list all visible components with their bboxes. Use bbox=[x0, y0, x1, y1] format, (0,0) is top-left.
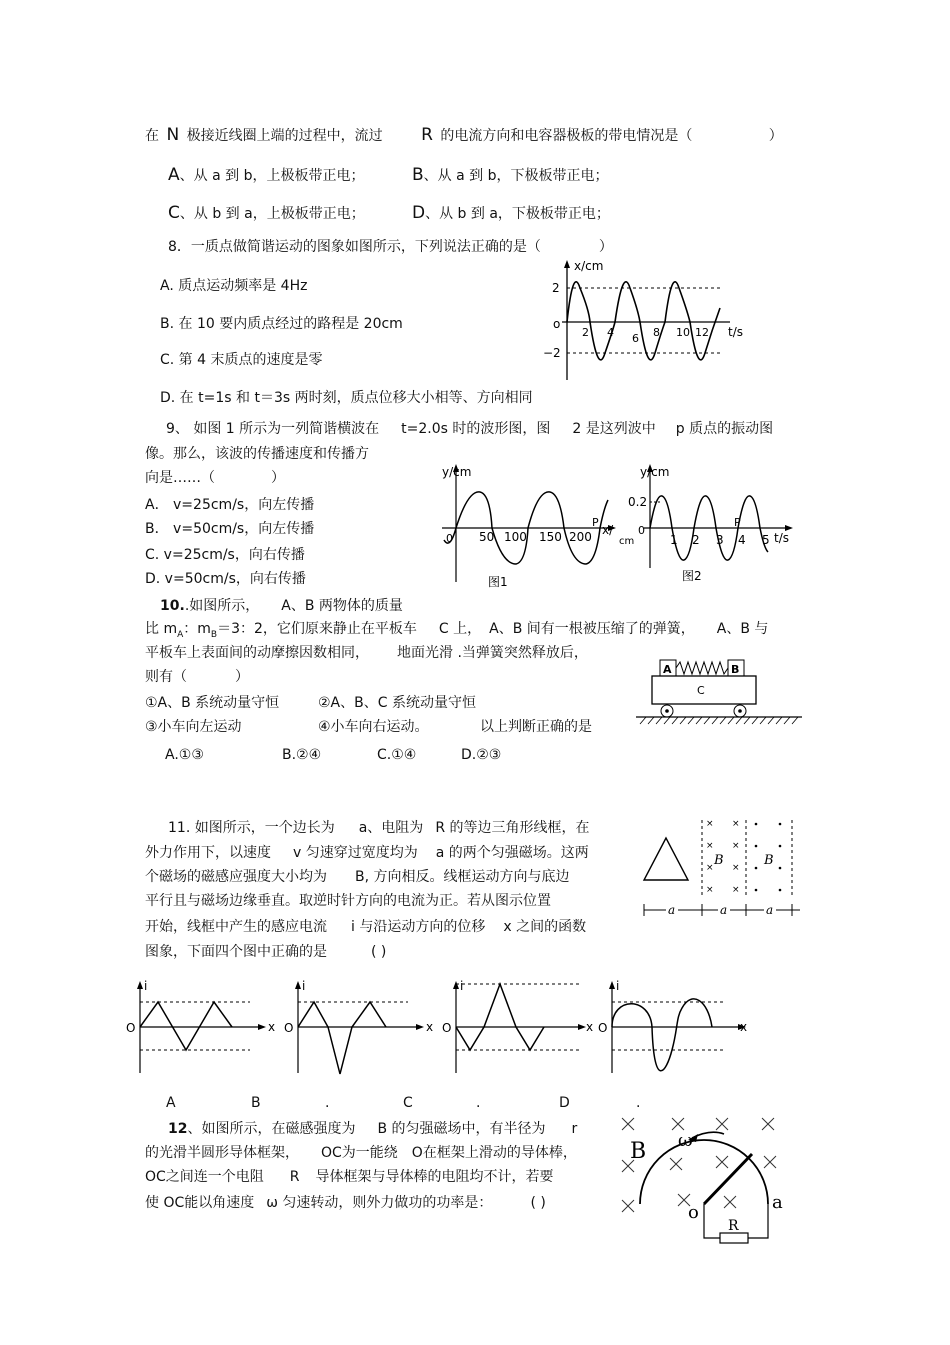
x-label: x bbox=[586, 1020, 594, 1034]
q9-option-c: C. v=25cm/s，向右传播 bbox=[145, 547, 305, 563]
field-b-label: B bbox=[764, 853, 774, 868]
x-tick: 50 bbox=[479, 530, 495, 544]
q10-option-c: C.①④ bbox=[377, 747, 417, 763]
text-part: OC之间连一个电阻 bbox=[145, 1169, 264, 1185]
q11-label-c: C bbox=[403, 1095, 413, 1111]
q7-stem-part: 极接近线圈上端的过程中，流过 bbox=[186, 128, 383, 144]
x-tick: 4 bbox=[738, 533, 746, 547]
q8-option-d: D. 在 t=1s 和 t＝3s 两时刻，质点位移大小相等、方向相同 bbox=[160, 390, 533, 406]
q10-line4 bbox=[145, 668, 249, 686]
y-arrow bbox=[609, 981, 615, 989]
axle-right bbox=[738, 709, 742, 713]
x-tick: 100 bbox=[504, 530, 527, 544]
question-number: 12 bbox=[168, 1121, 188, 1137]
q8-option-b: B. 在 10 要内质点经过的路程是 20cm bbox=[160, 316, 403, 332]
field-b-label: B bbox=[630, 1139, 647, 1164]
option-letter: B bbox=[412, 165, 424, 185]
y-arrow bbox=[295, 981, 301, 989]
x-label: t/s bbox=[774, 531, 789, 545]
q12-line4 bbox=[145, 1194, 546, 1212]
q11-field-figure bbox=[640, 818, 810, 923]
svg-text:×: × bbox=[706, 863, 714, 873]
semicircle-frame bbox=[640, 1140, 768, 1204]
x-tick: 200 bbox=[569, 530, 592, 544]
text-part: p 质点的振动图 bbox=[675, 421, 774, 437]
q10-statement-1: ①A、B 系统动量守恒 bbox=[145, 695, 280, 711]
q10-statement-4: ④小车向右运动。 bbox=[318, 719, 429, 735]
q9-line2: 像。那么，该波的传播速度和传播方 bbox=[145, 446, 369, 462]
svg-text:×: × bbox=[732, 885, 740, 895]
q11-line5 bbox=[145, 918, 586, 936]
text-part: ( ) bbox=[530, 1195, 546, 1211]
svg-text:×: × bbox=[706, 819, 714, 829]
origin-label: o bbox=[553, 317, 561, 331]
q11-graph-c bbox=[440, 978, 594, 1078]
q11-label-dot: . bbox=[476, 1095, 481, 1111]
option-text: 、从 a 到 b，下极板带正电； bbox=[423, 168, 609, 184]
q11-label-a: A bbox=[166, 1095, 176, 1111]
text-part: x 之间的函数 bbox=[503, 919, 587, 935]
q9-figure-1 bbox=[432, 460, 635, 590]
point-p-label: P bbox=[734, 516, 741, 529]
field-crosses bbox=[622, 1118, 776, 1212]
origin-label: O bbox=[442, 1021, 452, 1035]
x-label: x bbox=[426, 1020, 434, 1034]
point-p-label: P bbox=[592, 516, 599, 529]
q10-line2 bbox=[145, 620, 768, 644]
wave-curve bbox=[567, 282, 720, 360]
text-part: 个磁场的磁感应强度大小均为 bbox=[145, 869, 327, 885]
ground-hatch bbox=[640, 717, 798, 724]
block-b-label: B bbox=[731, 663, 740, 676]
q10-line3 bbox=[145, 644, 588, 662]
option-text: 、从 b 到 a，下极板带正电； bbox=[425, 206, 610, 222]
q12-line3 bbox=[145, 1168, 554, 1186]
q9-option-a: A． v=25cm/s，向左传播 bbox=[145, 497, 315, 513]
option-letter: A bbox=[168, 165, 180, 185]
question-number: 10. bbox=[160, 598, 185, 614]
text-part: .如图所示， bbox=[184, 598, 260, 614]
svg-text:×: × bbox=[732, 863, 740, 873]
figure-caption: 图1 bbox=[488, 575, 508, 589]
dimension-a-label: a bbox=[766, 903, 774, 917]
q10-option-a: A.①③ bbox=[165, 747, 204, 763]
current-curve bbox=[140, 1002, 232, 1050]
q11-label-b: B bbox=[251, 1095, 261, 1111]
q11-line6 bbox=[145, 943, 386, 961]
q9-line3 bbox=[145, 469, 285, 487]
x-tick: 6 bbox=[632, 332, 639, 345]
x-tick: 4 bbox=[607, 326, 614, 339]
text-part: 9、 如图 1 所示为一列简谐横波在 bbox=[166, 421, 380, 437]
q7-option-a bbox=[168, 166, 364, 185]
text-part: 图象，下面四个图中正确的是 bbox=[145, 944, 327, 960]
text-part: R 的等边三角形线框，在 bbox=[435, 820, 590, 836]
text-part: A、B 间有一根被压缩了的弹簧， bbox=[489, 621, 695, 637]
text-part: r bbox=[571, 1121, 578, 1137]
text-part: 2 是这列波中 bbox=[572, 421, 656, 437]
y-label: i bbox=[302, 979, 306, 993]
text-part: 向是……（ bbox=[145, 470, 215, 486]
option-letter: D bbox=[412, 203, 426, 223]
dimension-a-label: a bbox=[720, 903, 728, 917]
q11-graph-a bbox=[124, 978, 276, 1078]
q11-line4: 平行且与磁场边缘垂直。取逆时针方向的电流为正。若从图示位置 bbox=[145, 893, 551, 909]
q10-statement-2: ②A、B、C 系统动量守恒 bbox=[318, 695, 476, 711]
option-text: 、从 b 到 a，上极板带正电； bbox=[179, 206, 365, 222]
y-label: y/cm bbox=[640, 465, 670, 479]
text-part: 地面光滑 .当弹簧突然释放后， bbox=[397, 645, 588, 661]
x-label: x bbox=[268, 1020, 276, 1034]
x-label: x/ bbox=[602, 523, 614, 537]
resistor-r bbox=[720, 1233, 748, 1243]
text-part: ω 匀速转动，则外力做功的功率是： bbox=[266, 1195, 493, 1211]
y-tick: 0.2 bbox=[628, 495, 648, 509]
q11-graph-d bbox=[596, 978, 756, 1078]
q9-option-b: B． v=50cm/s，向左传播 bbox=[145, 521, 315, 537]
text-part: i 与沿运动方向的位移 bbox=[351, 919, 486, 935]
text-part: 的光滑半圆形导体框架， bbox=[145, 1145, 299, 1161]
x-tick: 8 bbox=[653, 326, 660, 339]
q11-label-d: D bbox=[559, 1095, 570, 1111]
q11-graph-b bbox=[282, 978, 434, 1078]
dimension-a-label: a bbox=[668, 903, 676, 917]
q11-line1 bbox=[168, 819, 590, 837]
q12-line2 bbox=[145, 1144, 577, 1162]
current-curve bbox=[612, 999, 712, 1071]
origin-label: 0 bbox=[446, 532, 453, 545]
spring bbox=[676, 662, 728, 674]
x-tick: 150 bbox=[539, 530, 562, 544]
y-label: x/cm bbox=[574, 259, 604, 273]
q7-option-d bbox=[412, 204, 610, 223]
x-tick: 1 bbox=[670, 533, 678, 547]
current-curve bbox=[298, 1002, 386, 1074]
text-part: 开始，线框中产生的感应电流 bbox=[145, 919, 327, 935]
x-arrow bbox=[416, 1024, 424, 1030]
wire-right bbox=[748, 1204, 768, 1238]
text-part: B, 方向相反。线框运动方向与底边 bbox=[355, 869, 570, 885]
x-unit: cm bbox=[619, 536, 635, 547]
text-part: 平板车上表面间的动摩擦因数相同， bbox=[145, 645, 369, 661]
y-label: y/cm bbox=[442, 465, 472, 479]
origin-label: O bbox=[284, 1021, 294, 1035]
text-part: A、B 两物体的质量 bbox=[281, 598, 403, 614]
q9-option-d: D. v=50cm/s，向右传播 bbox=[145, 571, 306, 587]
rod-oc bbox=[704, 1154, 752, 1204]
q9-figure-2 bbox=[628, 460, 803, 590]
text-part: 外力作用下，以速度 bbox=[145, 845, 271, 861]
text-part: OC为一能绕 bbox=[321, 1145, 398, 1161]
q8-option-c: C. 第 4 末质点的速度是零 bbox=[160, 352, 323, 368]
text-part: 则有（ bbox=[145, 669, 187, 685]
text-part: B 的匀强磁场中，有半径为 bbox=[377, 1121, 546, 1137]
text-part: ） bbox=[235, 669, 249, 685]
text-part: ） bbox=[271, 470, 285, 486]
text-part: R bbox=[289, 1169, 300, 1185]
svg-text:×: × bbox=[706, 885, 714, 895]
q10-statement-3: ③小车向左运动 bbox=[145, 719, 242, 735]
q10-option-d: D.②③ bbox=[461, 747, 502, 763]
x-arrow bbox=[258, 1024, 266, 1030]
q7-option-c bbox=[168, 204, 365, 223]
y-label: i bbox=[616, 979, 620, 993]
q12-line1 bbox=[168, 1120, 577, 1138]
q10-cart-figure bbox=[632, 656, 812, 736]
text-part: ( ) bbox=[371, 944, 387, 960]
origin-label: 0 bbox=[638, 524, 645, 537]
omega-label: ω bbox=[678, 1130, 693, 1151]
x-tick: 5 bbox=[762, 533, 770, 547]
q10-line1 bbox=[160, 597, 403, 615]
q8-stem-close: ） bbox=[598, 239, 613, 255]
q7-stem bbox=[145, 126, 783, 145]
q8-graph bbox=[540, 258, 743, 383]
x-label: x bbox=[740, 1020, 748, 1034]
text-part: ：m bbox=[183, 621, 211, 637]
triangle-frame bbox=[644, 838, 688, 880]
q11-label-dot: . bbox=[636, 1095, 641, 1111]
y-pos-label: 2 bbox=[552, 281, 560, 295]
axle-left bbox=[665, 709, 669, 713]
text-part: 导体框架与导体棒的电阻均不计，若要 bbox=[315, 1169, 554, 1185]
origin-label: O bbox=[126, 1021, 136, 1035]
q11-label-dot: . bbox=[325, 1095, 330, 1111]
wire-left bbox=[704, 1204, 720, 1238]
y-arrow bbox=[137, 981, 143, 989]
y-label: i bbox=[144, 979, 148, 993]
q7-stem-r: R bbox=[421, 125, 433, 145]
block-a-label: A bbox=[663, 663, 672, 676]
figure-caption: 图2 bbox=[682, 569, 702, 583]
text-part: t=2.0s 时的波形图，图 bbox=[401, 421, 551, 437]
q11-line2 bbox=[145, 844, 589, 862]
x-tick: 10 bbox=[676, 326, 690, 339]
pivot-o-label: o bbox=[688, 1202, 699, 1223]
q7-stem-part: 的电流方向和电容器极板的带电情况是（ bbox=[440, 128, 693, 144]
current-curve bbox=[456, 984, 544, 1050]
q10-option-b: B.②④ bbox=[282, 747, 322, 763]
q7-option-b bbox=[412, 166, 609, 185]
option-text: 、从 a 到 b，上极板带正电； bbox=[179, 168, 365, 184]
y-label: i bbox=[460, 979, 464, 993]
resistor-label: R bbox=[728, 1218, 739, 1234]
x-tick: 2 bbox=[692, 533, 700, 547]
y-arrow bbox=[453, 981, 459, 989]
cart-c-label: C bbox=[697, 684, 705, 697]
svg-text:×: × bbox=[732, 841, 740, 851]
q8-option-a: A. 质点运动频率是 4Hz bbox=[160, 278, 308, 294]
text-part: A、B 与 bbox=[716, 621, 769, 637]
text-part: 比 m bbox=[145, 621, 178, 637]
q12-rotating-rod-figure bbox=[612, 1112, 792, 1252]
q9-line1 bbox=[166, 420, 773, 438]
text-part: C 上， bbox=[438, 621, 482, 637]
text-part: 、如图所示，在磁感强度为 bbox=[187, 1121, 356, 1137]
svg-text:×: × bbox=[706, 841, 714, 851]
text-part: a、电阻为 bbox=[358, 820, 424, 836]
text-part: 使 OC能以角速度 bbox=[145, 1195, 255, 1211]
x-label: t/s bbox=[728, 325, 743, 339]
q8-stem-text: 8．一质点做简谐运动的图象如图所示，下列说法正确的是（ bbox=[168, 239, 541, 255]
x-tick: 2 bbox=[582, 326, 589, 339]
point-a-label: a bbox=[772, 1192, 783, 1213]
q8-stem bbox=[168, 238, 613, 256]
text-part: ＝3：2，它们原来静止在平板车 bbox=[217, 621, 417, 637]
q10-statement-5: 以上判断正确的是 bbox=[480, 719, 592, 735]
y-neg-label: −2 bbox=[543, 346, 561, 360]
option-letter: C bbox=[168, 203, 180, 223]
subscript: A bbox=[177, 629, 184, 640]
q7-stem-part: 在 bbox=[145, 128, 159, 144]
field-b-label: B bbox=[714, 853, 724, 868]
text-part: 11. 如图所示，一个边长为 bbox=[168, 820, 335, 836]
x-tick: 12 bbox=[695, 326, 709, 339]
q7-stem-close: ） bbox=[768, 128, 783, 144]
x-tick: 3 bbox=[716, 533, 724, 547]
q7-stem-n: N bbox=[166, 125, 180, 145]
origin-label: O bbox=[598, 1021, 608, 1035]
q11-line3 bbox=[145, 868, 570, 886]
x-arrow bbox=[578, 1024, 586, 1030]
text-part: v 匀速穿过宽度均为 bbox=[293, 845, 418, 861]
svg-text:×: × bbox=[732, 819, 740, 829]
text-part: a 的两个匀强磁场。这两 bbox=[435, 845, 589, 861]
text-part: O在框架上滑动的导体棒， bbox=[411, 1145, 577, 1161]
y-arrow bbox=[564, 260, 570, 268]
subscript: B bbox=[210, 629, 218, 640]
